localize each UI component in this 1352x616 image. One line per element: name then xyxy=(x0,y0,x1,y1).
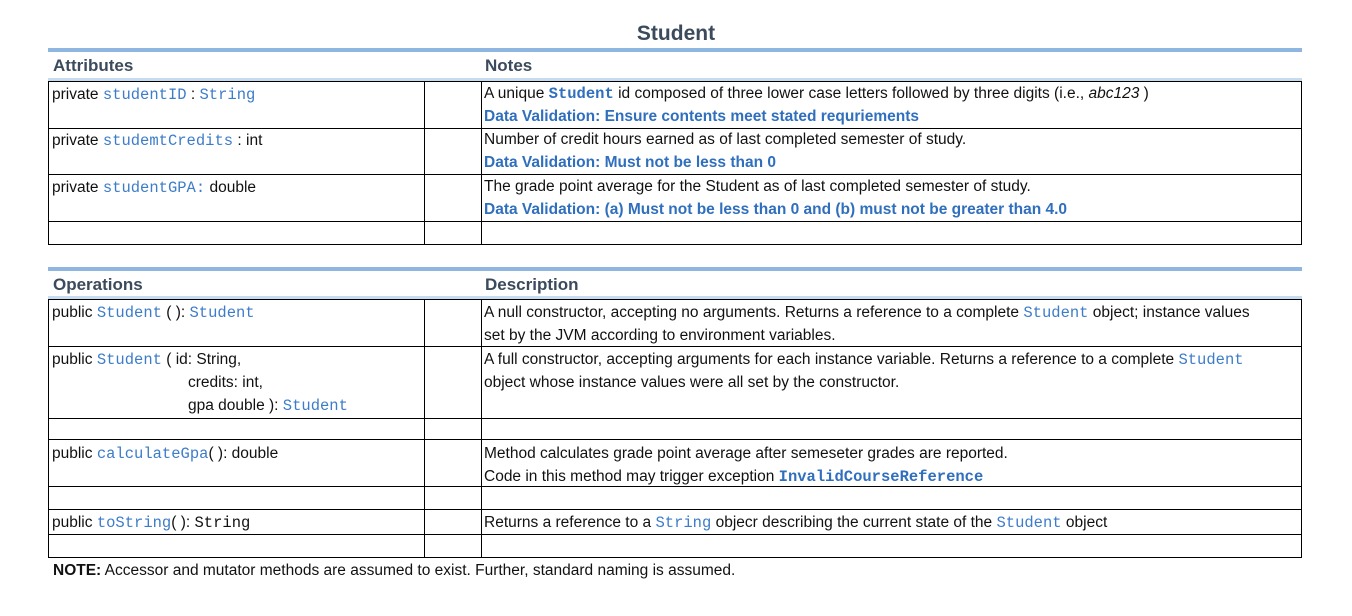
table-row-empty xyxy=(48,535,1302,558)
operation-description-line2: set by the JVM according to environment variables. xyxy=(484,327,836,344)
operation-signature: public calculateGpa( ): double xyxy=(52,445,279,463)
table-row xyxy=(48,175,1302,222)
table-row-empty xyxy=(48,487,1302,510)
table-row xyxy=(48,510,1302,535)
notes-header: Notes xyxy=(485,56,533,75)
operation-param: credits: int, xyxy=(188,374,263,391)
operation-description-line2: object whose instance values were all set by the constructor. xyxy=(484,374,900,391)
operation-param: gpa double ): Student xyxy=(188,397,348,415)
table-row xyxy=(48,346,1302,419)
operation-description-line2: Code in this method may trigger exception InvalidCourseReference xyxy=(484,468,984,486)
attribute-signature: private studemtCredits : int xyxy=(52,132,263,150)
operation-signature: public Student ( id: String, xyxy=(52,351,242,369)
operation-signature: public toString( ): String xyxy=(52,514,251,532)
attributes-table xyxy=(48,48,1302,248)
footnote: NOTE: Accessor and mutator methods are assumed to exist. Further, standard naming is assumed. xyxy=(53,562,736,579)
table-row-empty xyxy=(48,222,1302,245)
operations-table xyxy=(48,267,1302,562)
validation-note: Data Validation: Ensure contents meet stated requriements xyxy=(484,108,919,125)
attribute-note: A unique Student id composed of three lower case letters followed by three digits (i.e., abc123 ) xyxy=(484,85,1149,103)
operation-description: A null constructor, accepting no arguments. Returns a reference to a complete Student object; instance values xyxy=(484,304,1250,322)
header-rule xyxy=(48,48,1302,52)
attribute-signature: private studentGPA: double xyxy=(52,179,257,197)
table-row-empty xyxy=(48,419,1302,440)
operation-description: Returns a reference to a String objecr describing the current state of the Student object xyxy=(484,514,1108,532)
attributes-header: Attributes xyxy=(53,56,134,75)
table-row xyxy=(48,81,1302,129)
operation-signature: public Student ( ): Student xyxy=(52,304,255,322)
attribute-note: The grade point average for the Student as of last completed semester of study. xyxy=(484,178,1031,195)
operation-description: Method calculates grade point average after semeseter grades are reported. xyxy=(484,445,1008,462)
table-row xyxy=(48,440,1302,487)
class-title: Student xyxy=(636,22,716,45)
table-row xyxy=(48,128,1302,175)
description-header: Description xyxy=(485,275,579,294)
attribute-signature: private studentID : String xyxy=(52,86,256,104)
table-row xyxy=(48,299,1302,347)
attribute-note: Number of credit hours earned as of last completed semester of study. xyxy=(484,131,967,148)
operation-description: A full constructor, accepting arguments for each instance variable. Returns a reference to a complete Student xyxy=(484,351,1244,369)
validation-note: Data Validation: (a) Must not be less than 0 and (b) must not be greater than 4.0 xyxy=(484,201,1068,218)
operations-header: Operations xyxy=(53,275,143,294)
validation-note: Data Validation: Must not be less than 0 xyxy=(484,154,776,171)
header-rule xyxy=(48,267,1302,271)
